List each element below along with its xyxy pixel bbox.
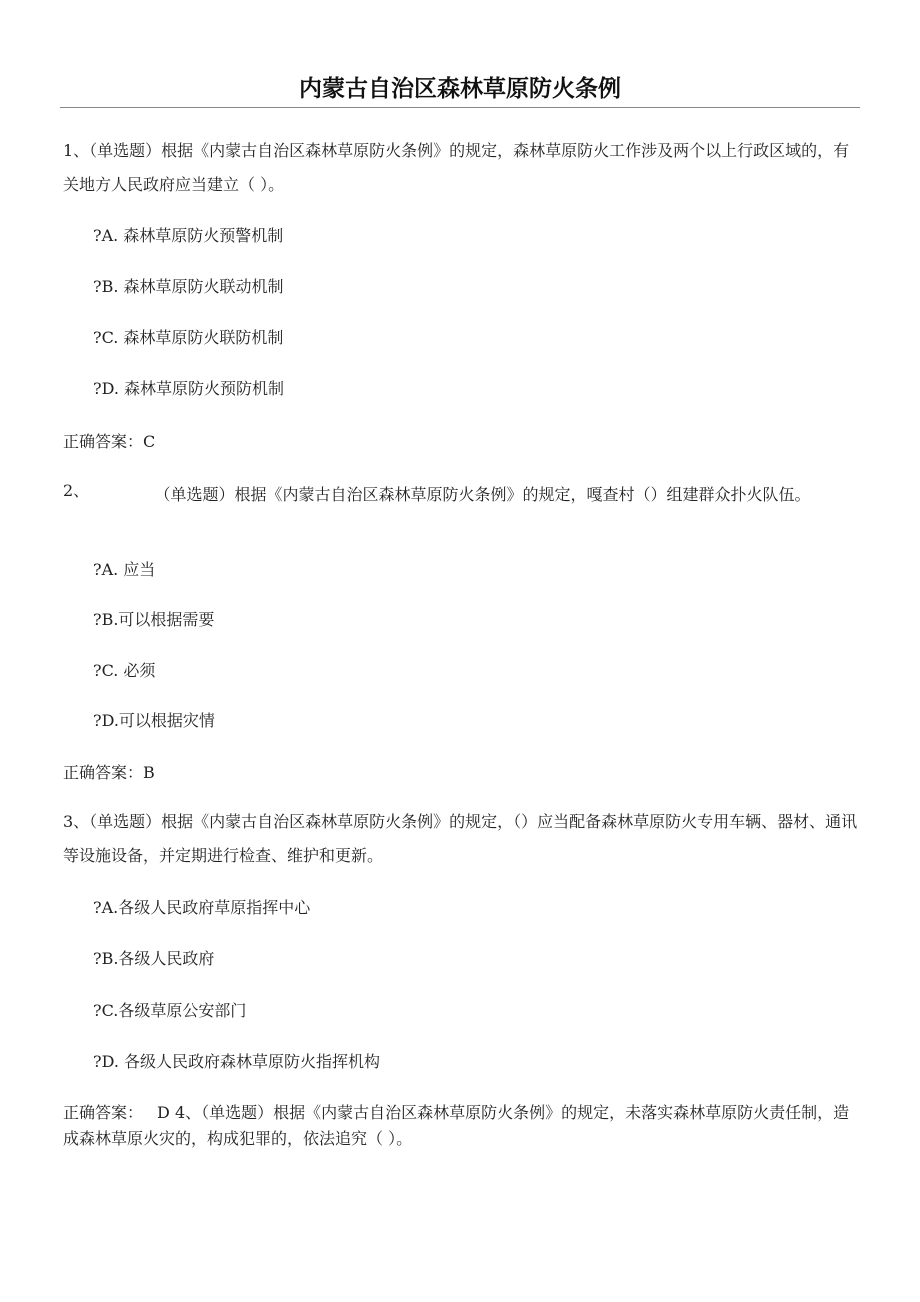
question-3-option-d: ?D. 各级人民政府森林草原防火指挥机构 xyxy=(93,1052,381,1071)
question-1-option-c: ?C. 森林草原防火联防机制 xyxy=(93,328,284,347)
question-2-option-a: ?A. 应当 xyxy=(93,560,156,579)
question-2-option-d: ?D.可以根据灾情 xyxy=(93,711,215,730)
question-3-option-a: ?A.各级人民政府草原指挥中心 xyxy=(93,898,311,917)
question-2-number: 2、 xyxy=(63,481,90,500)
question-3-answer-label: 正确答案： xyxy=(63,1103,144,1122)
question-1-answer: 正确答案：C xyxy=(63,432,156,451)
question-2-answer: 正确答案：B xyxy=(63,763,155,782)
question-1-option-b: ?B. 森林草原防火联动机制 xyxy=(93,277,284,296)
question-2-option-b: ?B.可以根据需要 xyxy=(93,610,215,629)
question-2-option-c: ?C. 必须 xyxy=(93,661,156,680)
question-3-answer-value: D xyxy=(157,1103,170,1122)
question-1-option-a: ?A. 森林草原防火预警机制 xyxy=(93,226,284,245)
question-2-stem: （单选题）根据《内蒙古自治区森林草原防火条例》的规定，嘎查村（）组建群众扑火队伍。 xyxy=(154,485,811,504)
question-1-option-d: ?D. 森林草原防火预防机制 xyxy=(93,379,285,398)
question-1-stem: 1、（单选题）根据《内蒙古自治区森林草原防火条例》的规定，森林草原防火工作涉及两个以上行政区域的，有关地方人民政府应当建立（ ）。 xyxy=(63,141,850,194)
page-title: 内蒙古自治区森林草原防火条例 xyxy=(299,76,621,102)
question-4-stem: 4、（单选题）根据《内蒙古自治区森林草原防火条例》的规定，未落实森林草原防火责任制，造 成森林草原火灾的，构成犯罪的，依法追究（ ）。 xyxy=(63,1103,850,1148)
question-3-stem: 3、（单选题）根据《内蒙古自治区森林草原防火条例》的规定，（）应当配备森林草原防火专用车辆、器材、通讯等设施设备，并定期进行检查、维护和更新。 xyxy=(63,812,858,865)
title-divider xyxy=(60,107,860,108)
question-3-option-c: ?C.各级草原公安部门 xyxy=(93,1001,247,1020)
question-3-option-b: ?B.各级人民政府 xyxy=(93,949,215,968)
question-3-answer-and-question-4 xyxy=(63,1100,858,1152)
